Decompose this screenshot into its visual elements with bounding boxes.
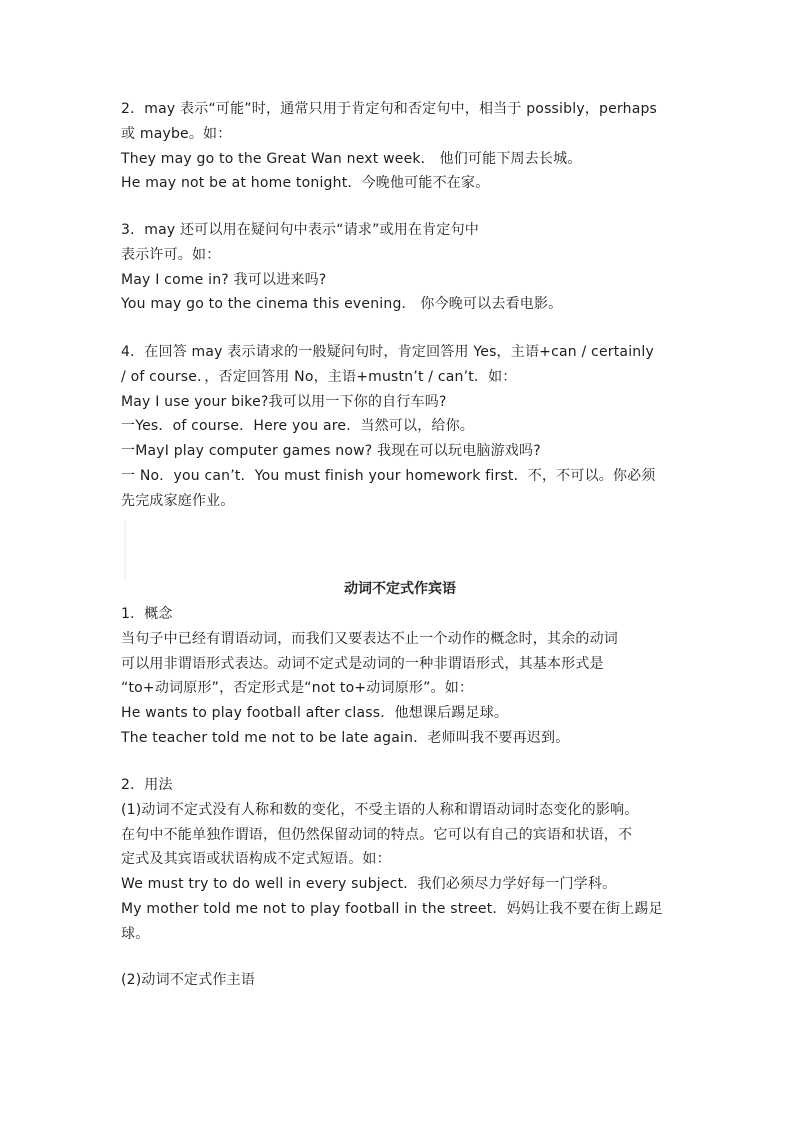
text-line: / of course．，否定回答用 No，主语+mustn’t / can’t．如：	[121, 368, 517, 385]
example-line: 一 No．you can’t．You must finish your homework first．不，不可以。你必须	[121, 467, 656, 484]
example-line: He may not be at home tonight．今晚他可能不在家。	[121, 175, 490, 192]
example-line: He wants to play football after class．他想课后踢足球。	[121, 705, 509, 722]
subheading: 1．概念	[121, 606, 173, 622]
text-line: 球。	[121, 925, 150, 942]
text-line: 4．在回答 may 表示请求的一般疑问句时，肯定回答用 Yes，主语+can / certainly	[121, 344, 654, 360]
text-line: 3．may 还可以用在疑问句中表示“请求”或用在肯定句中	[121, 222, 479, 238]
text-line: 2．may 表示“可能”时，通常只用于肯定句和否定句中，相当于 possibly，perhaps	[121, 101, 658, 117]
subheading: 2．用法	[121, 777, 173, 793]
text-line: 先完成家庭作业。	[121, 492, 235, 509]
example-line: 一MayI play computer games now? 我现在可以玩电脑游戏吗?	[121, 443, 541, 460]
example-line: They may go to the Great Wan next week． 他们可能下周去长城。	[121, 150, 582, 167]
example-line: We must try to do well in every subject．我们必须尽力学好每一门学科。	[121, 876, 617, 893]
text-line: 在句中不能单独作谓语，但仍然保留动词的特点。它可以有自己的宾语和状语，不	[121, 826, 633, 843]
example-line: My mother told me not to play football in the street．妈妈让我不要在街上踢足	[121, 900, 663, 917]
text-line: 表示许可。如：	[121, 246, 221, 263]
example-line: May I use your bike?我可以用一下你的自行车吗?	[121, 393, 447, 410]
text-line: 或 maybe。如：	[121, 125, 232, 142]
section-infinitive-subject	[121, 968, 691, 993]
example-line: 一Yes．of course．Here you are．当然可以，给你。	[121, 418, 475, 435]
subheading: (2)动词不定式作主语	[121, 972, 256, 988]
text-line: 定式及其宾语或状语构成不定式短语。如：	[121, 851, 391, 868]
text-line: “to+动词原形”，否定形式是“not to+动词原形”。如：	[121, 680, 474, 697]
example-line: You may go to the cinema this evening． 你今晚可以去看电影。	[121, 296, 563, 313]
text-line: (1)动词不定式没有人称和数的变化，不受主语的人称和谓语动词时态变化的影响。	[121, 801, 639, 818]
page-mark	[124, 520, 126, 580]
section-title: 动词不定式作宾语	[344, 581, 456, 597]
example-line: The teacher told me not to be late again．老师叫我不要再迟到。	[121, 729, 570, 746]
example-line: May I come in? 我可以进来吗?	[121, 271, 327, 288]
section-may-answer	[121, 340, 691, 514]
text-line: 当句子中已经有谓语动词，而我们又要表达不止一个动作的概念时，其余的动词	[121, 630, 618, 647]
text-line: 可以用非谓语形式表达。动词不定式是动词的一种非谓语形式，其基本形式是	[121, 655, 604, 672]
section-infinitive-concept	[121, 602, 691, 751]
section-may-request	[121, 218, 691, 317]
section-infinitive-usage	[121, 773, 691, 947]
section-may-possibility	[121, 97, 691, 196]
